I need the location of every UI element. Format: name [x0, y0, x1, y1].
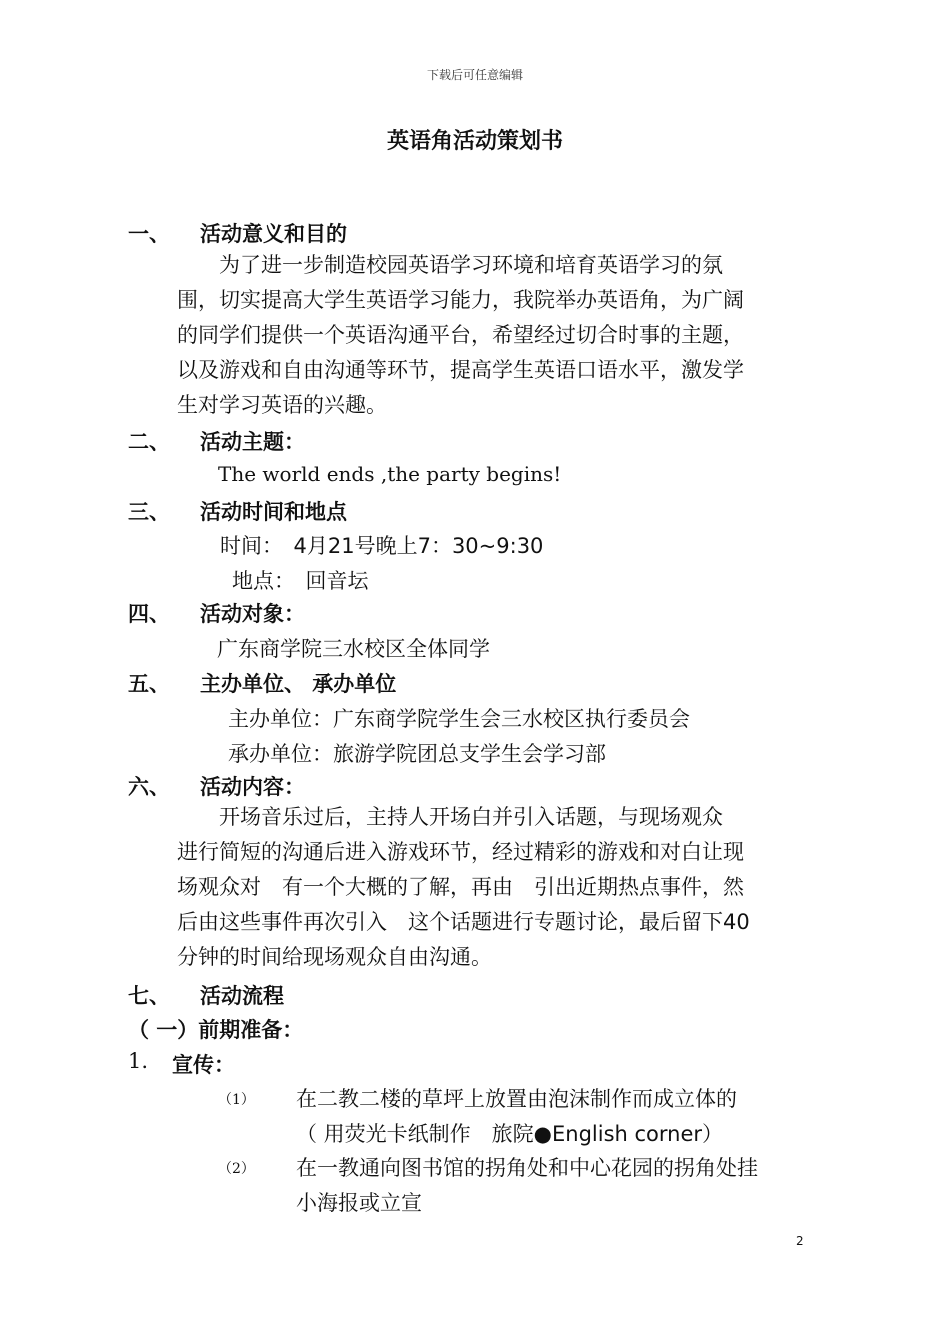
section-number: 六、	[128, 775, 170, 799]
paragraph-line: 围，切实提高大学生英语学习能力，我院举办英语角，为广阔	[177, 288, 744, 312]
paragraph-line: 为了进一步制造校园英语学习环境和培育英语学习的氛	[177, 253, 723, 277]
section-number: 四、	[128, 602, 170, 626]
activity-target: 广东商学院三水校区全体同学	[217, 637, 490, 661]
subsection-title: （ 一）前期准备：	[128, 1018, 304, 1042]
paragraph-line: 以及游戏和自由沟通等环节，提高学生英语口语水平，激发学	[177, 358, 744, 382]
paragraph-line: 后由这些事件再次引入 这个话题进行专题讨论，最后留下40	[177, 910, 750, 934]
activity-time: 时间： 4月21号晚上7：30~9:30	[220, 534, 544, 558]
point-number: （2）	[218, 1161, 255, 1177]
section-title: 主办单位、 承办单位	[200, 672, 397, 696]
section-title: 活动对象：	[200, 602, 305, 626]
item-title: 宣传：	[172, 1053, 235, 1077]
point-text: 小海报或立宣	[296, 1191, 422, 1215]
organizer-unit: 承办单位：旅游学院团总支学生会学习部	[228, 742, 606, 766]
section-paragraph	[177, 800, 807, 975]
page-header: 下载后可任意编辑	[426, 68, 523, 82]
activity-place: 地点： 回音坛	[232, 569, 369, 593]
section-title: 活动内容：	[200, 775, 305, 799]
section-title: 活动主题：	[200, 430, 305, 454]
point-text: （ 用荧光卡纸制作 旅院●English corner）	[296, 1122, 724, 1146]
host-unit: 主办单位：广东商学院学生会三水校区执行委员会	[228, 707, 690, 731]
section-title: 活动意义和目的	[200, 222, 347, 246]
page-number: 2	[796, 1234, 804, 1248]
point-text: 在一教通向图书馆的拐角处和中心花园的拐角处挂	[296, 1156, 758, 1180]
section-number: 三、	[128, 500, 170, 524]
paragraph-line: 的同学们提供一个英语沟通平台，希望经过切合时事的主题，	[177, 323, 744, 347]
section-number: 一、	[128, 222, 170, 246]
point-text: 在二教二楼的草坪上放置由泡沫制作而成立体的	[296, 1087, 737, 1111]
section-paragraph	[177, 248, 807, 423]
paragraph-line: 开场音乐过后，主持人开场白并引入话题，与现场观众	[177, 805, 723, 829]
paragraph-line: 分钟的时间给现场观众自由沟通。	[177, 945, 492, 969]
section-number: 七、	[128, 984, 170, 1008]
activity-theme: The world ends ,the party begins!	[218, 462, 562, 486]
section-number: 五、	[128, 672, 170, 696]
paragraph-line: 生对学习英语的兴趣。	[177, 393, 387, 417]
paragraph-line: 进行简短的沟通后进入游戏环节，经过精彩的游戏和对白让现	[177, 840, 744, 864]
item-number: 1.	[128, 1049, 149, 1073]
section-title: 活动流程	[200, 984, 284, 1008]
paragraph-line: 场观众对 有一个大概的了解，再由 引出近期热点事件，然	[177, 875, 744, 899]
section-title: 活动时间和地点	[200, 500, 347, 524]
section-number: 二、	[128, 430, 170, 454]
point-number: （1）	[218, 1092, 255, 1108]
document-title: 英语角活动策划书	[386, 129, 563, 154]
